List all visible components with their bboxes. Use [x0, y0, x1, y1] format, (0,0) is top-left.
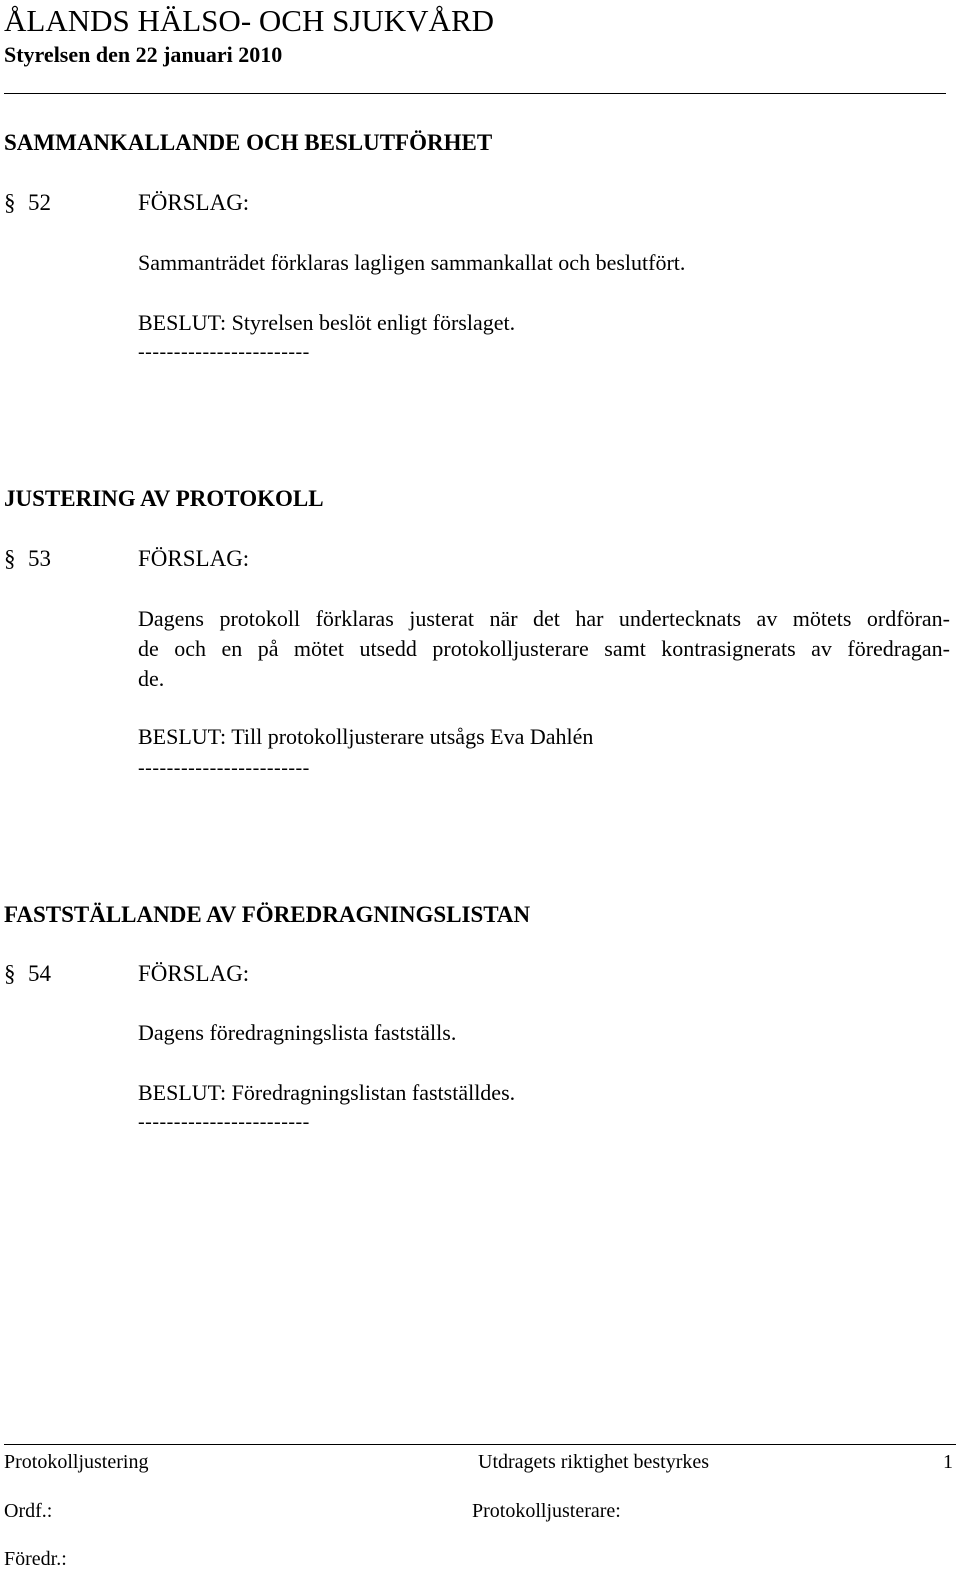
proposal-line: Dagens protokoll förklaras justerat när det har undertecknats av mötets ordföran- [138, 606, 950, 631]
paragraph-number: 53 [28, 546, 51, 571]
proposal-line: de och en på mötet utsedd protokolljusterare samt kontrasignerats av föredragan- [138, 636, 950, 661]
page-number: 1 [943, 1451, 953, 1473]
decision-text: BESLUT: Styrelsen beslöt enligt förslaget. [138, 310, 516, 335]
presenter-signature-label: Föredr.: [4, 1548, 67, 1570]
paragraph-number: 52 [28, 190, 51, 215]
decision-text: BESLUT: Till protokolljusterare utsågs Eva Dahlén [138, 724, 594, 749]
header-divider [4, 93, 946, 94]
meeting-date: Styrelsen den 22 januari 2010 [4, 42, 283, 67]
footer-protocol-adjustment: Protokolljustering [4, 1451, 149, 1473]
organization-title: ÅLANDS HÄLSO- OCH SJUKVÅRD [4, 3, 495, 38]
proposal-label: FÖRSLAG: [138, 190, 250, 215]
paragraph-symbol: § [4, 190, 16, 215]
section-heading: FASTSTÄLLANDE AV FÖREDRAGNINGSLISTAN [4, 902, 531, 927]
footer-certification: Utdragets riktighet bestyrkes [478, 1451, 710, 1473]
chair-signature-label: Ordf.: [4, 1500, 53, 1522]
section-separator: ------------------------ [138, 1111, 310, 1133]
footer-divider [4, 1444, 956, 1445]
proposal-text: Sammanträdet förklaras lagligen sammankallat och beslutfört. [138, 250, 686, 275]
proposal-line: de. [138, 666, 165, 691]
decision-text: BESLUT: Föredragningslistan fastställdes. [138, 1080, 516, 1105]
proposal-text [138, 604, 950, 694]
section-heading: SAMMANKALLANDE OCH BESLUTFÖRHET [4, 130, 493, 155]
proposal-text: Dagens föredragningslista fastställs. [138, 1020, 457, 1045]
adjuster-signature-label: Protokolljusterare: [472, 1500, 621, 1522]
paragraph-symbol: § [4, 546, 16, 571]
section-heading: JUSTERING AV PROTOKOLL [4, 486, 324, 511]
paragraph-symbol: § [4, 961, 16, 986]
proposal-label: FÖRSLAG: [138, 961, 250, 986]
section-separator: ------------------------ [138, 757, 310, 779]
proposal-label: FÖRSLAG: [138, 546, 250, 571]
section-separator: ------------------------ [138, 341, 310, 363]
paragraph-number: 54 [28, 961, 51, 986]
